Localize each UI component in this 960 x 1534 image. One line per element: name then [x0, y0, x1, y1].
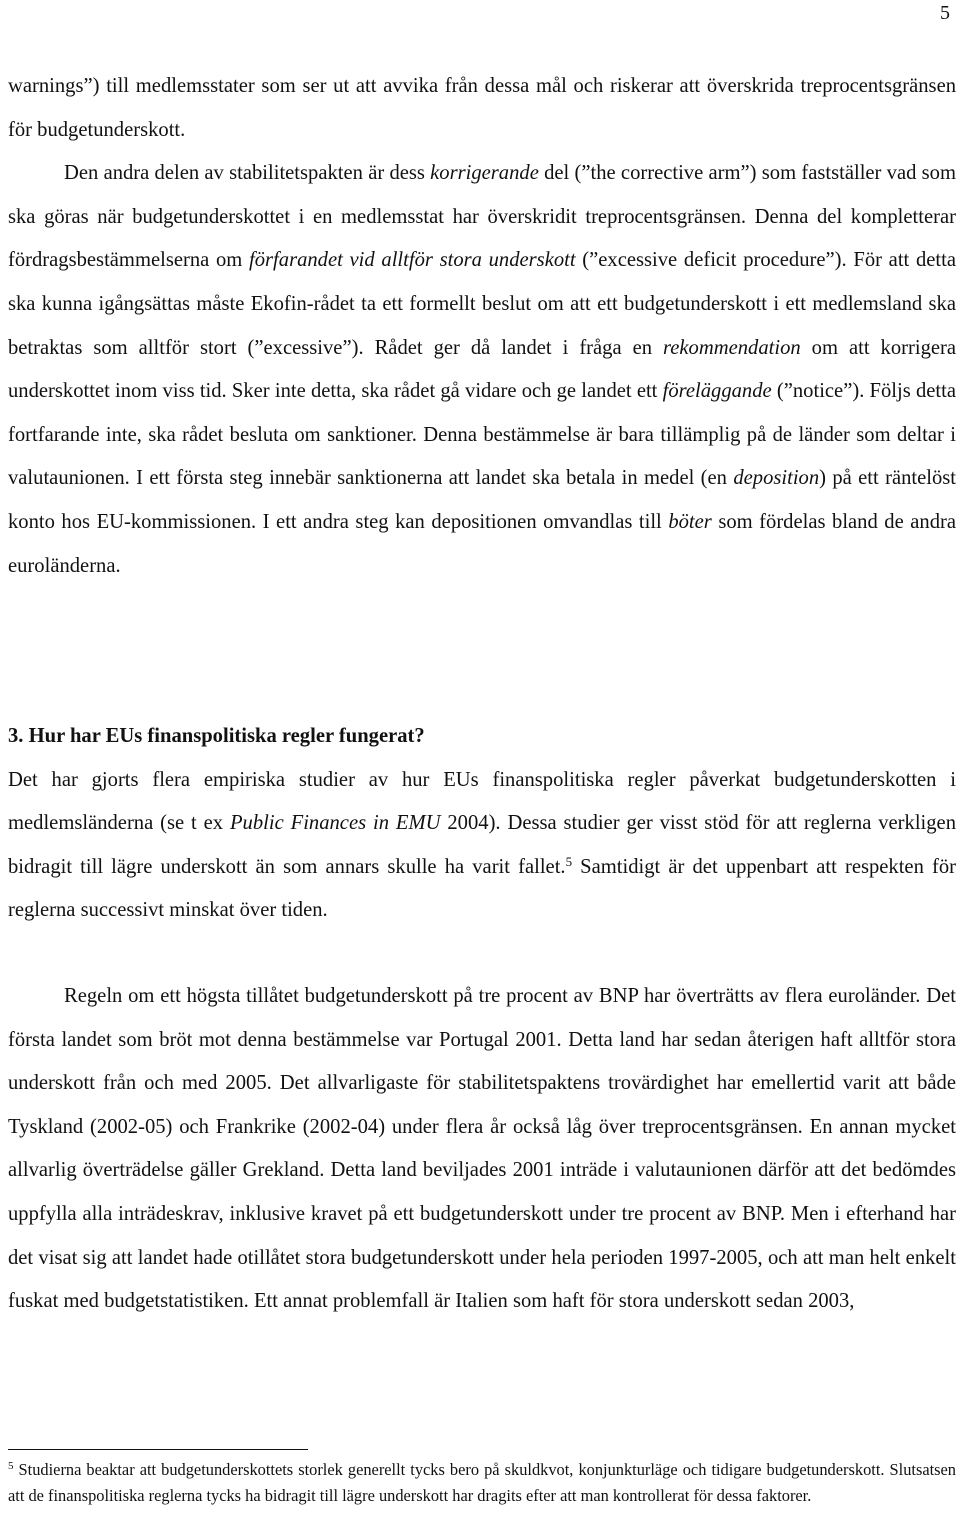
footnote-divider	[8, 1449, 308, 1450]
paragraph-violations: Regeln om ett högsta tillåtet budgetunderskott på tre procent av BNP har överträtts av flera euroländer. Det första landet som bröt mot denna bestämmelse var Portugal 2001. Detta land har sedan återigen haft alltför stora underskott från och med 2005. Det allvarligaste för stabilitetspaktens trovärdighet har emellertid varit att både Tyskland (2002-05) och Frankrike (2002-04) under flera år också låg över treprocentsgränsen. En annan mycket allvarlig överträdelse gäller Grekland. Detta land beviljades 2001 inträde i valutaunionen därför att det bedömdes uppfylla alla inträdeskrav, inklusive kravet på ett budgetunderskott under tre procent av BNP. Men i efterhand har det visat sig att landet hade otillåtet stora budgetunderskott under hela perioden 1997-2005, och att man helt enkelt fuskat med budgetstatistiken. Ett annat problemfall är Italien som haft för stora underskott sedan 2003,	[8, 985, 956, 1313]
emphasis-term: deposition	[733, 467, 820, 490]
text-run: Samtidigt är det uppenbart att respekten för reglerna successivt minskat över tiden.	[8, 855, 956, 922]
section-heading: 3. Hur har EUs finanspolitiska regler fungerat?	[8, 725, 425, 747]
text-run: del (”the corrective arm”) som fastställer vad som ska göras när budgetunderskottet i en medlemsstat har överskridit treprocentsgränsen. Denna del kompletterar fördragsbestämmelserna om	[8, 162, 956, 272]
citation-title: Public Finances in EMU	[229, 812, 441, 835]
text-run: (”notice”). Följs detta fortfarande inte, ska rådet besluta om sanktioner. Denna bestämmelse är bara tillämplig på de länder som deltar i valutaunionen. I ett första steg innebär sanktionerna att landet ska betala in medel (en	[8, 380, 956, 490]
emphasis-term: korrigerande	[430, 162, 539, 185]
page-number: 5	[940, 2, 950, 24]
section-rules-evaluation	[8, 715, 956, 933]
text-run: Den andra delen av stabilitetspakten är dess	[64, 162, 431, 185]
text-run: 2004). Dessa studier ger visst stöd för att reglerna verkligen bidragit till lägre underskott än som annars skulle ha varit fallet.	[8, 812, 956, 878]
paragraph-empirical-studies	[8, 759, 956, 933]
text-run: Det har gjorts flera empiriska studier av hur EUs finanspolitiska regler påverkat budgetunderskotten i medlemsländerna (se t ex	[8, 768, 956, 835]
text-run: om att korrigera underskottet inom viss tid. Sker inte detta, ska rådet gå vidare och ge landet ett	[8, 336, 956, 403]
paragraph-corrective-arm	[8, 152, 956, 588]
section-rule-violations	[8, 975, 956, 1324]
section-stability-pact	[8, 65, 956, 588]
paragraph-text: warnings”) till medlemsstater som ser ut att avvika från dessa mål och riskerar att överskrida treprocentsgränsen för budgetunderskott.	[8, 75, 956, 141]
emphasis-term: föreläggande	[662, 380, 772, 403]
footnotes	[8, 1457, 956, 1508]
footnote-text: Studierna beaktar att budgetunderskottets storlek generellt tycks bero på skuldkvot, konjunkturläge och tidigare budgetunderskott. Slutsatsen att de finanspolitiska reglerna tycks ha bidragit till lägre underskott har dragits efter att man kontrollerat för dessa faktorer.	[8, 1460, 956, 1505]
emphasis-term: böter	[668, 510, 712, 533]
footnote-item	[8, 1457, 956, 1508]
footnote-reference[interactable]: 5	[565, 853, 573, 869]
footnote-marker: 5	[8, 1460, 14, 1472]
text-run: (”excessive deficit procedure”). För att detta ska kunna igångsättas måste Ekofin-rådet ta ett formellt beslut om att ett budgetunderskott i ett medlemsland ska betraktas som alltför stort (”excessive”). Rådet ger då landet i fråga en	[8, 249, 956, 359]
emphasis-term: rekommendation	[663, 336, 801, 359]
emphasis-term: förfarandet vid alltför stora underskott	[249, 249, 576, 272]
text-run: som fördelas bland de andra euroländerna.	[8, 510, 956, 577]
paragraph-preventive-continuation	[8, 65, 956, 152]
text-run: ) på ett räntelöst konto hos EU-kommissionen. I ett andra steg kan depositionen omvandlas till	[8, 467, 956, 533]
